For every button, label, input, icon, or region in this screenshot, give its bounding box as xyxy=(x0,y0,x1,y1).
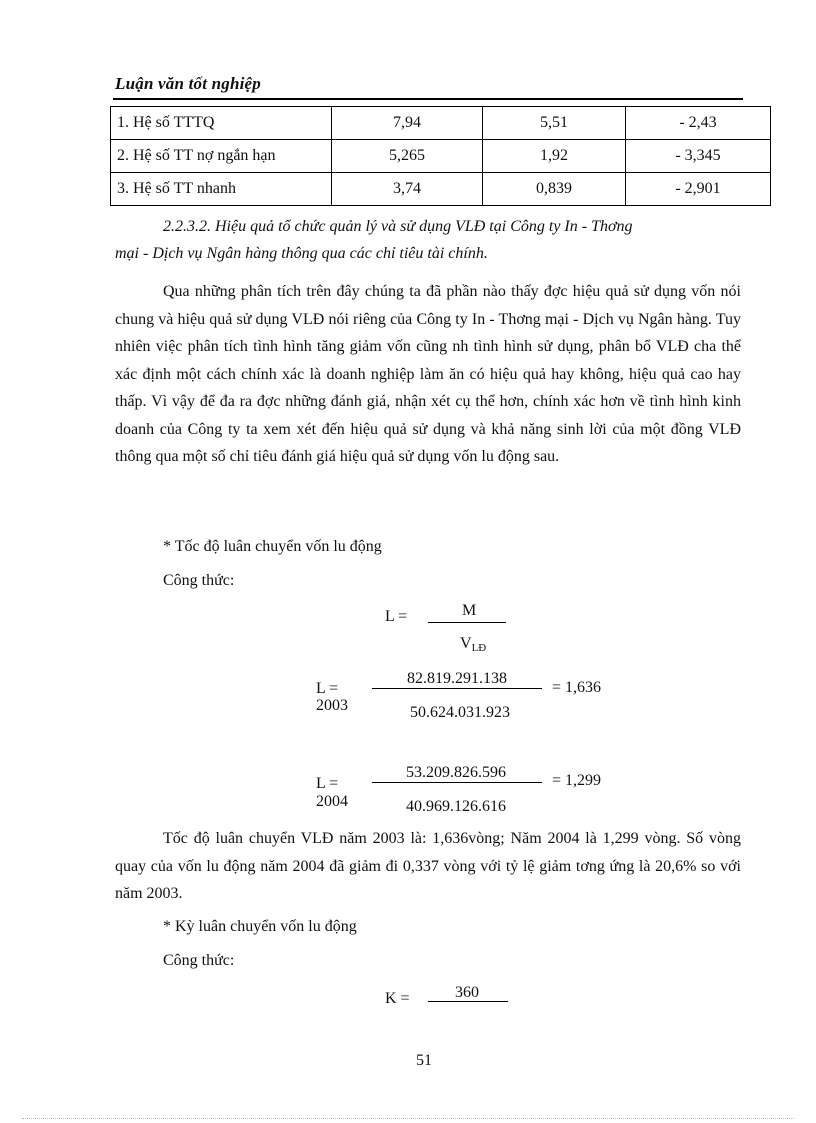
calc-2004-year: 2004 xyxy=(316,793,348,810)
header-rule xyxy=(113,98,743,100)
cycle-heading: * Kỳ luân chuyển vốn lu động xyxy=(163,918,357,935)
speed-heading: * Tốc độ luân chuyển vốn lu động xyxy=(163,538,382,555)
table-cell: 3,74 xyxy=(332,173,483,206)
ratio-table xyxy=(110,106,771,206)
calc-2004-denominator: 40.969.126.616 xyxy=(406,798,506,815)
table-cell: 7,94 xyxy=(332,107,483,140)
fraction-rule xyxy=(428,1001,508,1002)
table-row xyxy=(111,107,771,140)
table-cell: - 2,43 xyxy=(626,107,771,140)
calc-2004-numerator: 53.209.826.596 xyxy=(406,764,506,781)
page-header-title: Luận văn tốt nghiệp xyxy=(115,74,261,93)
speed-formula-numerator: M xyxy=(462,602,477,619)
table-cell: 1. Hệ số TTTQ xyxy=(111,107,332,140)
page-number: 51 xyxy=(416,1052,432,1069)
intro-paragraph: Qua những phân tích trên đây chúng ta đã phần nào thấy đợc hiệu quả sử dụng vốn nói chung và hiệu quả sử dụng VLĐ nói riêng của Công ty In - Thơng mại - Dịch vụ Ngân hàng. Tuy nhiên việc phân tích tình hình tăng giảm vốn cũng nh tình hình sử dụng, phân bổ VLĐ cha thể xác định một cách chính xác là doanh nghiệp làm ăn có hiệu quả hay không, hiệu quả cao hay thấp. Vì vậy để đa ra đợc những đánh giá, nhận xét cụ thể hơn, chính xác hơn về tình hình kinh doanh của Công ty ta xem xét đến hiệu quả sử dụng và khả năng sinh lời của một đồng VLĐ thông qua một số chỉ tiêu đánh giá hiệu quả sử dụng vốn lu động sau. xyxy=(115,283,741,465)
calc-2004-lhs: L = xyxy=(316,775,339,792)
footer-rule xyxy=(22,1118,794,1119)
calc-2003-result: = 1,636 xyxy=(552,679,602,696)
table-cell: - 3,345 xyxy=(626,140,771,173)
table-cell: - 2,901 xyxy=(626,173,771,206)
speed-formula-label: Công thức: xyxy=(163,572,235,589)
table-cell: 2. Hệ số TT nợ ngắn hạn xyxy=(111,140,332,173)
cycle-formula-label: Công thức: xyxy=(163,952,235,969)
speed-formula-lhs: L = xyxy=(385,608,408,625)
fraction-rule xyxy=(372,688,542,689)
table-cell: 3. Hệ số TT nhanh xyxy=(111,173,332,206)
speed-formula-denominator: $V_{LĐ}$ xyxy=(460,635,487,654)
calc-2003-year: 2003 xyxy=(316,697,348,714)
fraction-rule xyxy=(372,782,542,783)
table-cell: 5,265 xyxy=(332,140,483,173)
table-cell: 0,839 xyxy=(483,173,626,206)
cycle-formula-numerator: 360 xyxy=(455,984,479,1001)
section-heading-line2: mại - Dịch vụ Ngân hàng thông qua các chỉ tiêu tài chính. xyxy=(115,245,488,262)
calc-2003-denominator: 50.624.031.923 xyxy=(410,704,510,721)
calc-2003-numerator: 82.819.291.138 xyxy=(407,670,507,687)
speed-conclusion-paragraph: Tốc độ luân chuyển VLĐ năm 2003 là: 1,636vòng; Năm 2004 là 1,299 vòng. Số vòng quay của vốn lu động năm 2004 đã giảm đi 0,337 vòng với tỷ lệ giảm tơng ứng là 20,6% so với năm 2003. xyxy=(115,830,741,902)
calc-2003-lhs: L = xyxy=(316,680,339,697)
calc-2004-result: = 1,299 xyxy=(552,772,602,789)
table-cell: 5,51 xyxy=(483,107,626,140)
table-row xyxy=(111,173,771,206)
table-cell: 1,92 xyxy=(483,140,626,173)
table-row xyxy=(111,140,771,173)
cycle-formula-lhs: K = xyxy=(385,990,410,1007)
section-heading-line1: 2.2.3.2. Hiệu quả tổ chức quản lý và sử dụng VLĐ tại Công ty In - Thơng xyxy=(163,218,633,235)
fraction-rule xyxy=(428,622,506,623)
